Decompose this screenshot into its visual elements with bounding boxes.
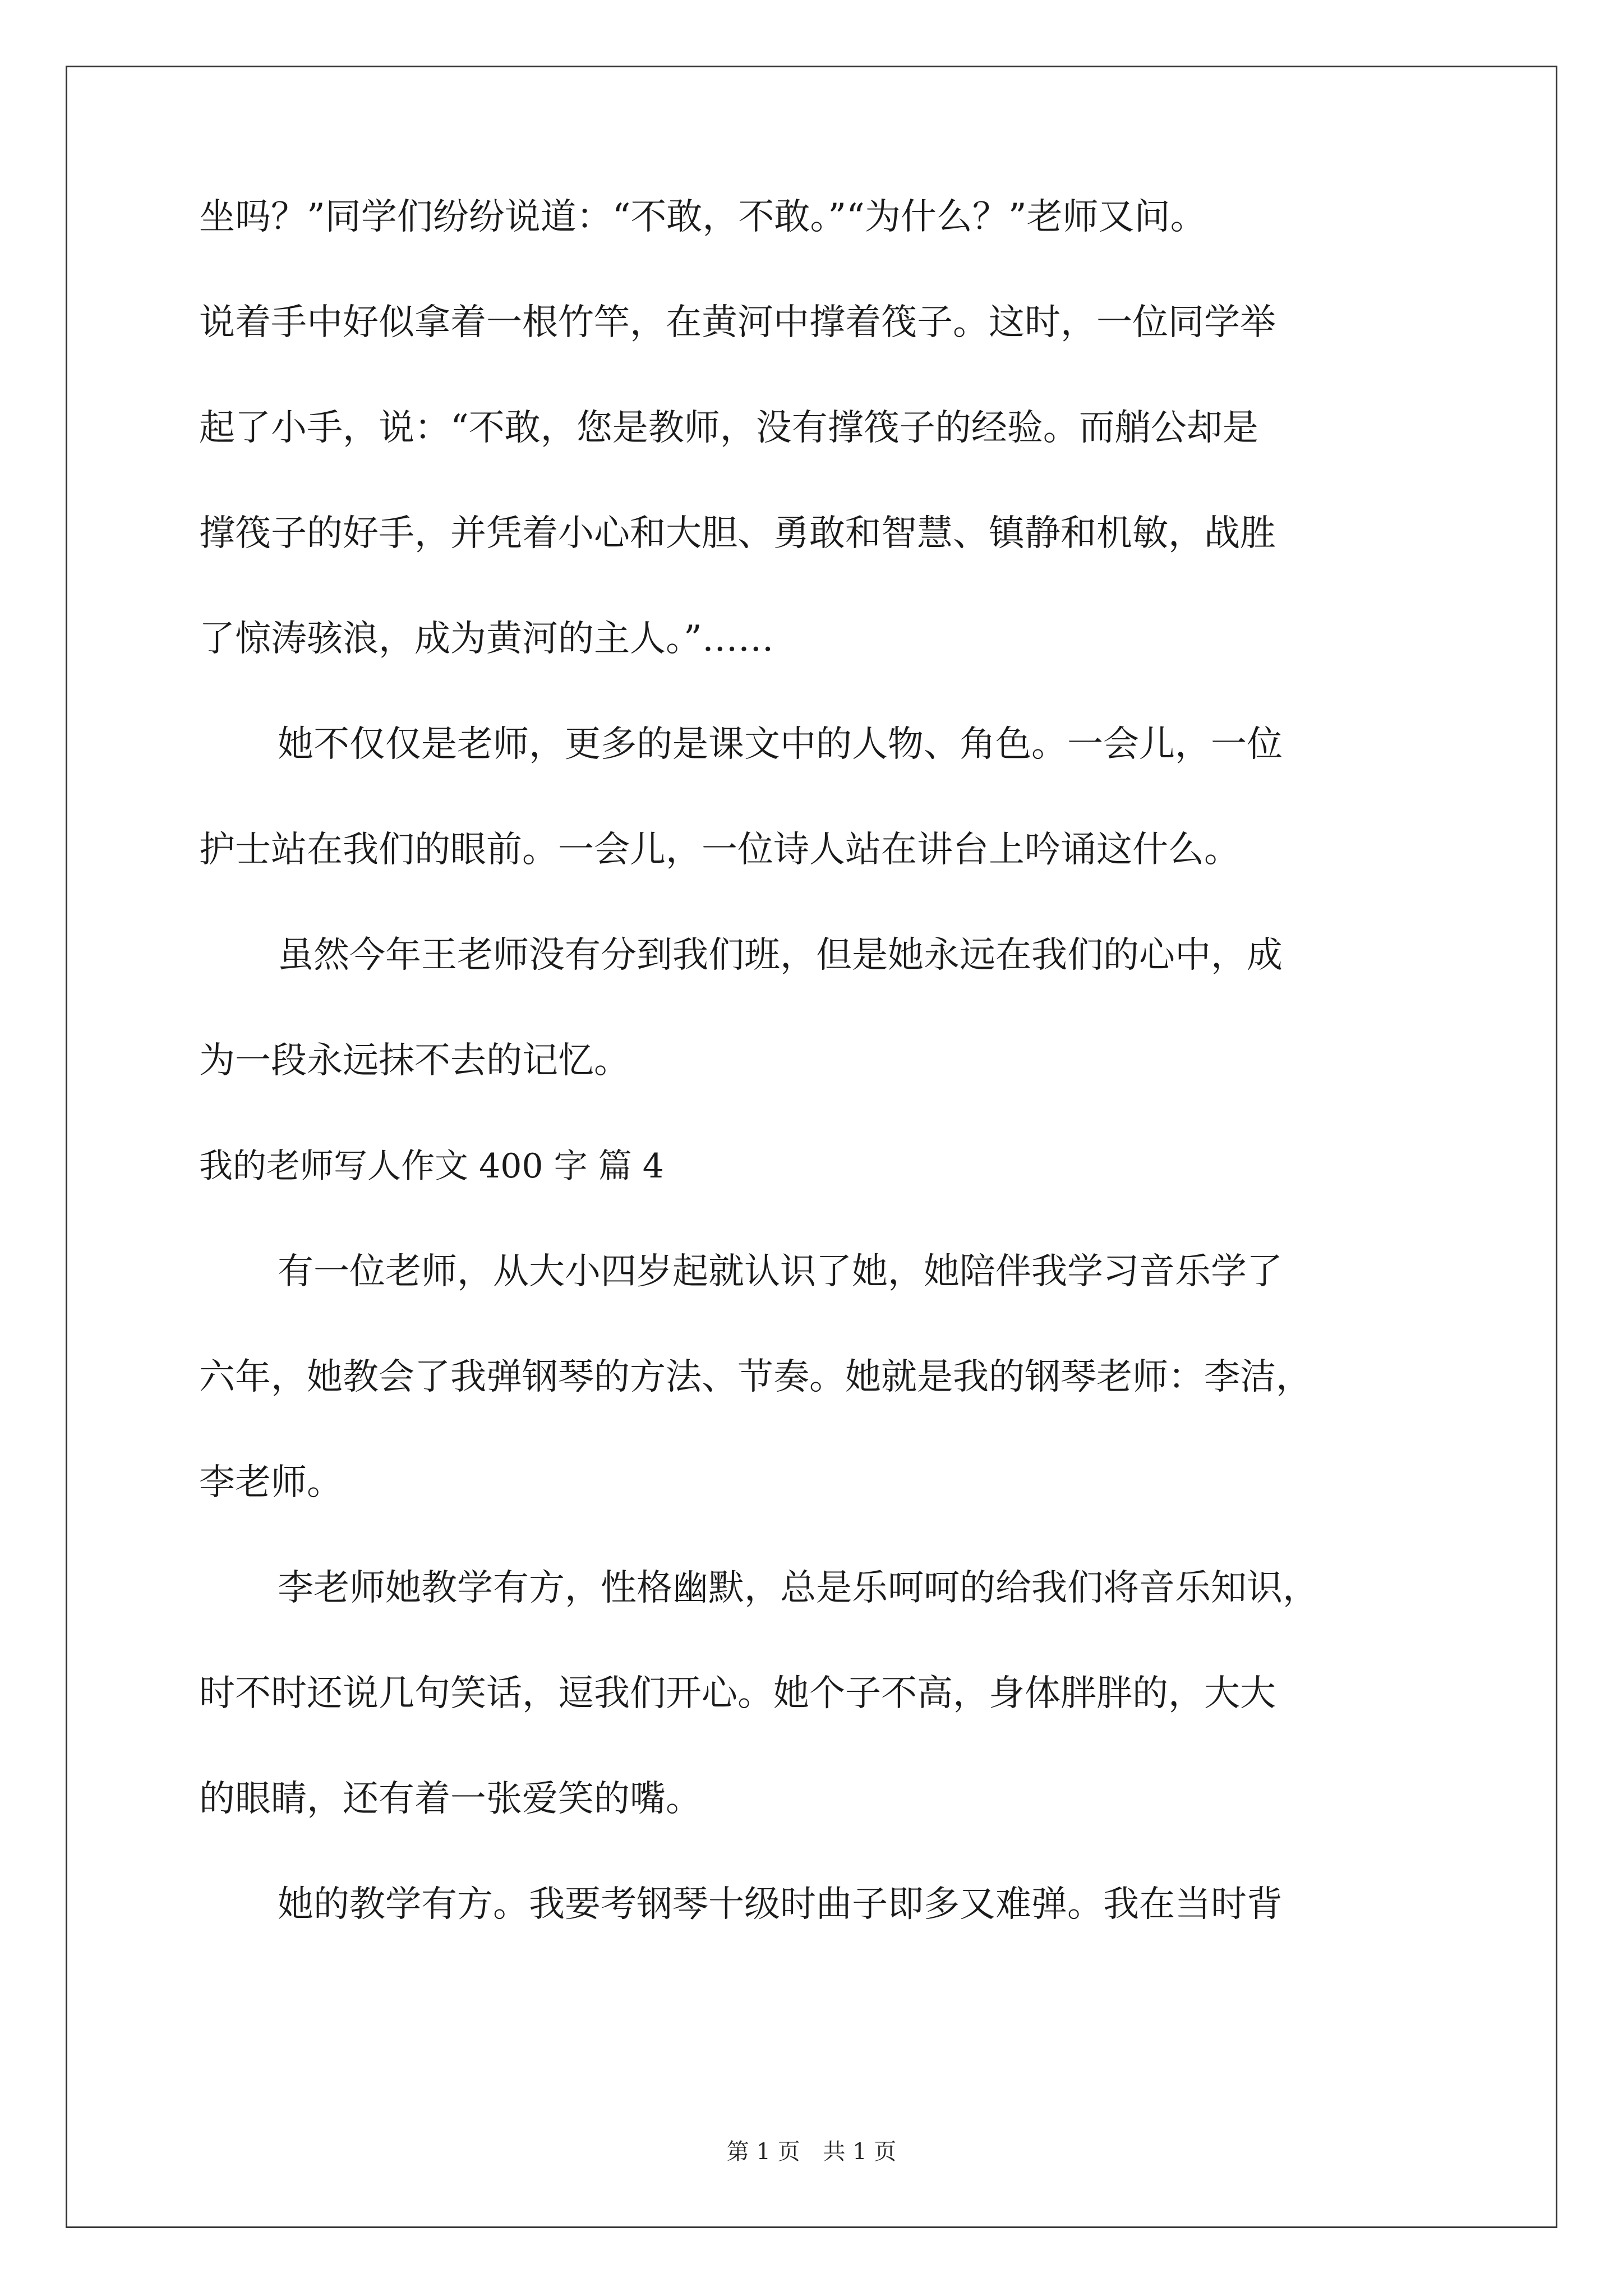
page-count: 共 1 页 — [823, 2139, 897, 2165]
text-line-2: 说着手中好似拿着一根竹竿，在黄河中撑着筏子。这时，一位同学举 — [199, 302, 1276, 343]
text-line-4: 撑筏子的好手，并凭着小心和大胆、勇敢和智慧、镇静和机敏，战胜 — [199, 513, 1276, 554]
paragraph-start-line: 她不仅仅是老师，更多的是课文中的人物、角色。一会儿，一位 — [278, 724, 1283, 765]
text-line-13: 李老师。 — [199, 1462, 343, 1503]
paragraph-start-line: 李老师她教学有方，性格幽默，总是乐呵呵的给我们将音乐知识， — [278, 1567, 1318, 1609]
text-line-12: 六年，她教会了我弹钢琴的方法、节奏。她就是我的钢琴老师：李洁， — [199, 1356, 1312, 1398]
paragraph-start-line: 有一位老师，从大小四岁起就认识了她，她陪伴我学习音乐学了 — [278, 1251, 1283, 1292]
text-line-15: 时不时还说几句笑话，逗我们开心。她个子不高，身体胖胖的，大大 — [199, 1673, 1276, 1714]
paragraph-start-line: 虽然今年王老师没有分到我们班，但是她永远在我们的心中，成 — [278, 935, 1283, 976]
text-line-9: 为一段永远抹不去的记忆。 — [199, 1040, 630, 1082]
text-line-3: 起了小手，说：“不敢，您是教师，没有撑筏子的经验。而艄公却是 — [199, 407, 1258, 449]
page-footer — [0, 2138, 1623, 2165]
document-body — [199, 196, 1433, 1925]
text-line-1: 坐吗？”同学们纷纷说道：“不敢，不敢。”“为什么？”老师又问。 — [199, 196, 1206, 238]
text-line-7: 护士站在我们的眼前。一会儿，一位诗人站在讲台上吟诵这什么。 — [199, 829, 1240, 871]
page-number: 第 1 页 — [726, 2139, 800, 2165]
section-heading: 我的老师写人作文 400 字 篇 4 — [199, 1147, 664, 1186]
paragraph-start-line: 她的教学有方。我要考钢琴十级时曲子即多又难弹。我在当时背 — [278, 1884, 1283, 1925]
text-line-5: 了惊涛骇浪，成为黄河的主人。”…… — [199, 618, 774, 660]
text-line-16: 的眼睛，还有着一张爱笑的嘴。 — [199, 1778, 702, 1820]
